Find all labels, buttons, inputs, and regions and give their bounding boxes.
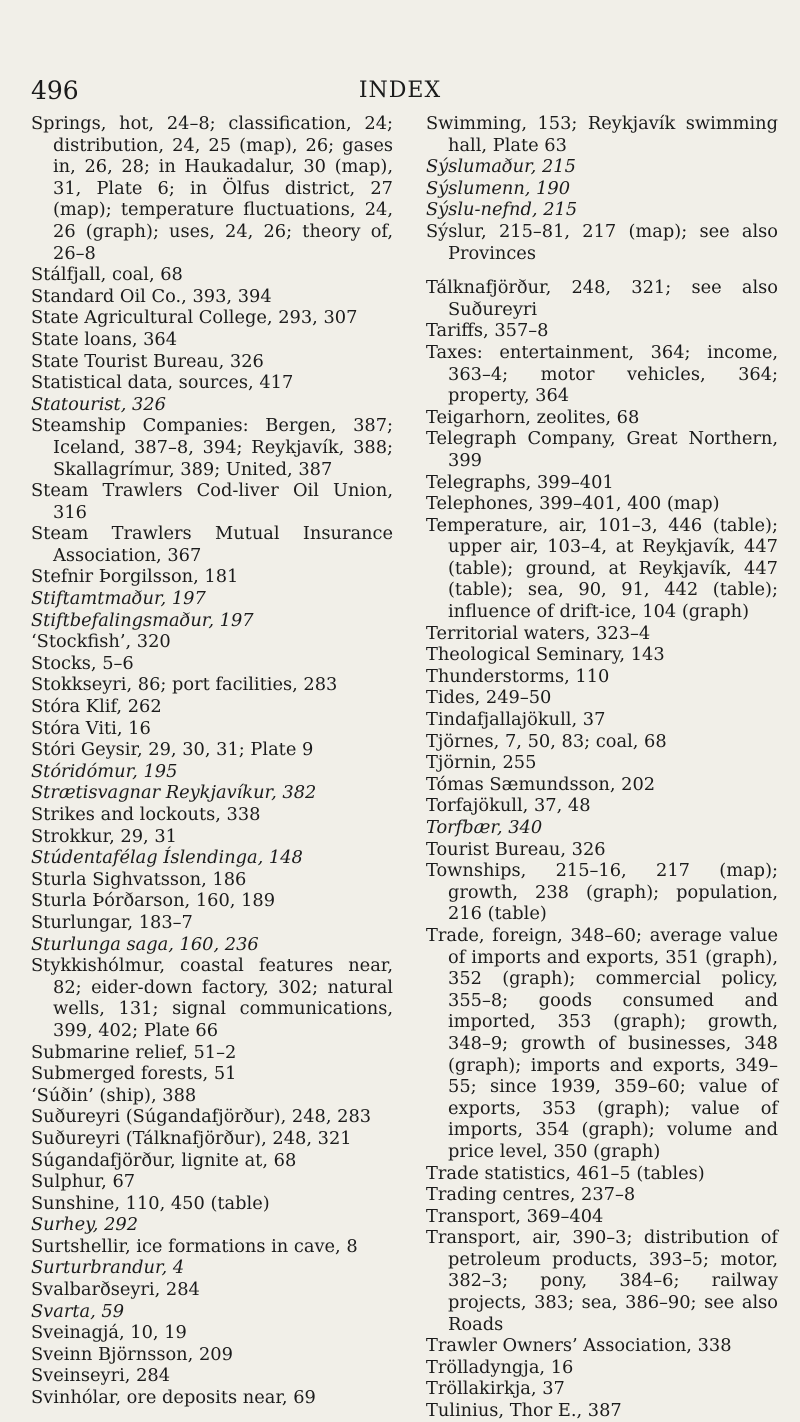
index-entry: Sturlungar, 183–7 [31, 911, 193, 933]
index-entry: Stóra Viti, 16 [31, 717, 151, 739]
index-entry: Territorial waters, 323–4 [426, 622, 651, 644]
index-entry: Stocks, 5–6 [31, 652, 134, 674]
index-entry: State Agricultural College, 293, 307 [31, 307, 358, 329]
index-entry: Sýslumaður, 215 [426, 156, 576, 178]
index-entry: ‘Súðin’ (ship), 388 [31, 1084, 197, 1106]
index-entry: Trading centres, 237–8 [426, 1184, 636, 1206]
index-entry: Strokkur, 29, 31 [31, 825, 177, 847]
index-entry: Sunshine, 110, 450 (table) [31, 1192, 270, 1214]
index-entry: Trawler Owners’ Association, 338 [426, 1335, 732, 1357]
index-entry: Surtshellir, ice formations in cave, 8 [31, 1235, 358, 1257]
index-entry: Stykkishólmur, coastal features near, 82; eider-down factory, 302; natural wells, 131; signal communications, 399, 402; Plate 66 [31, 955, 393, 1041]
index-entry: Tulinius, Thor E., 387 [426, 1400, 622, 1422]
index-entry: Sveinseyri, 284 [31, 1365, 171, 1387]
index-entry: Svalbarðseyri, 284 [31, 1279, 200, 1301]
index-entry: Springs, hot, 24–8; classification, 24; distribution, 24, 25 (map), 26; gases in, 26, 28; in Haukadalur, 30 (map), 31, Plate 6; in Ölfus district, 27 (map); temperature fluctuations, 24, 26 (graph); uses, 24, 26; theory of, 26–8 [31, 113, 393, 264]
index-entry: Sýslur, 215–81, 217 (map); see also Provinces [426, 220, 778, 264]
index-entry: Steam Trawlers Cod-liver Oil Union, 316 [31, 480, 393, 523]
index-column-left [31, 113, 393, 1409]
index-entry: Swimming, 153; Reykjavík swimming hall, Plate 63 [426, 113, 778, 156]
index-entry: Svinhólar, ore deposits near, 69 [31, 1387, 316, 1409]
index-entry: Taxes: entertainment, 364; income, 363–4; motor vehicles, 364; property, 364 [426, 341, 778, 407]
index-entry: Súgandafjörður, lignite at, 68 [31, 1149, 297, 1171]
index-entry: Tómas Sæmundsson, 202 [426, 773, 656, 795]
index-entry: Stiftamtmaður, 197 [31, 588, 206, 610]
index-entry: Townships, 215–16, 217 (map); growth, 238 (graph); population, 216 (table) [426, 860, 778, 925]
index-entry: Telegraph Company, Great Northern, 399 [426, 428, 778, 471]
index-entry: Suðureyri (Tálknafjörður), 248, 321 [31, 1127, 352, 1149]
index-entry: Stokkseyri, 86; port facilities, 283 [31, 674, 338, 696]
index-entry: Tröllakirkja, 37 [426, 1378, 565, 1400]
index-entry: Stefnir Þorgilsson, 181 [31, 566, 239, 588]
index-entry: Statourist, 326 [31, 393, 166, 415]
index-entry: Submarine relief, 51–2 [31, 1041, 237, 1063]
index-entry: Torfajökull, 37, 48 [426, 795, 591, 817]
index-entry: Telephones, 399–401, 400 (map) [426, 493, 720, 515]
index-entry: State Tourist Bureau, 326 [31, 350, 264, 372]
index-entry: Theological Seminary, 143 [426, 644, 665, 666]
index-entry: Stiftbefalingsmaður, 197 [31, 609, 254, 631]
index-entry: Tariffs, 357–8 [426, 320, 549, 342]
index-entry: Statistical data, sources, 417 [31, 372, 294, 394]
index-entry: Sturla Þórðarson, 160, 189 [31, 890, 276, 912]
index-column-right [426, 113, 778, 1422]
index-entry: Tindafjallajökull, 37 [426, 709, 606, 731]
section-gap [426, 264, 778, 277]
index-entry: Steamship Companies: Bergen, 387; Iceland, 387–8, 394; Reykjavík, 388; Skallagrímur, 389; United, 387 [31, 415, 393, 480]
index-entry: Sýslumenn, 190 [426, 177, 571, 199]
page-number: 496 [31, 76, 79, 105]
index-entry: Sveinn Björnsson, 209 [31, 1343, 233, 1365]
index-entry: Suðureyri (Súgandafjörður), 248, 283 [31, 1106, 372, 1128]
index-entry: Surhey, 292 [31, 1214, 139, 1236]
index-entry: Submerged forests, 51 [31, 1063, 237, 1085]
running-head: INDEX [358, 78, 442, 103]
index-entry: Sulphur, 67 [31, 1171, 136, 1193]
index-entry: Stóri Geysir, 29, 30, 31; Plate 9 [31, 739, 314, 761]
index-entry: Trade statistics, 461–5 (tables) [426, 1162, 705, 1184]
index-entry: Transport, 369–404 [426, 1205, 604, 1227]
index-entry: Stálfjall, coal, 68 [31, 264, 183, 286]
index-entry: Teigarhorn, zeolites, 68 [426, 406, 640, 428]
index-entry: Stúdentafélag Íslendinga, 148 [31, 847, 303, 869]
index-entry: Trade, foreign, 348–60; average value of imports and exports, 351 (graph), 352 (graph); commercial policy, 355–8; goods consumed and imported, 353 (graph); growth, 348–9; growth of businesses, 348 (graph); imports and exports, 349–55; since 1939, 359–60; value of exports, 353 (graph); value of imports, 354 (graph); volume and price level, 350 (graph) [426, 924, 778, 1162]
index-entry: Sýslu-nefnd, 215 [426, 199, 578, 221]
index-entry: Strætisvagnar Reykjavíkur, 382 [31, 782, 317, 804]
index-entry: Tides, 249–50 [426, 687, 552, 709]
index-entry: Trölladyngja, 16 [426, 1356, 574, 1378]
index-entry: Tálknafjörður, 248, 321; see also Suðureyri [426, 277, 778, 320]
index-entry: Svarta, 59 [31, 1300, 125, 1322]
index-entry: Strikes and lockouts, 338 [31, 804, 261, 825]
index-entry: Thunderstorms, 110 [426, 665, 610, 687]
index-entry: Surturbrandur, 4 [31, 1257, 185, 1279]
index-entry: Standard Oil Co., 393, 394 [31, 285, 272, 307]
index-entry: Telegraphs, 399–401 [426, 471, 614, 493]
index-entry: Transport, air, 390–3; distribution of petroleum products, 393–5; motor, 382–3; pony, 384–6; railway projects, 383; sea, 386–90; see also Roads [426, 1227, 778, 1335]
index-entry: Stóridómur, 195 [31, 760, 178, 782]
index-entry: Torfbær, 340 [426, 817, 543, 838]
index-entry: Stóra Klif, 262 [31, 696, 162, 718]
index-entry: Steam Trawlers Mutual Insurance Association, 367 [31, 523, 393, 566]
index-entry: Tourist Bureau, 326 [426, 838, 606, 860]
index-entry: Sturla Sighvatsson, 186 [31, 868, 247, 890]
index-entry: Sveinagjá, 10, 19 [31, 1322, 187, 1344]
index-entry: Tjörnes, 7, 50, 83; coal, 68 [426, 730, 667, 752]
page-header [0, 76, 800, 106]
index-entry: Temperature, air, 101–3, 446 (table); upper air, 103–4, at Reykjavík, 447 (table); ground, at Reykjavík, 447 (table); sea, 90, 91, 442 (table); influence of drift-ice, 104 (graph) [426, 514, 778, 623]
index-entry: State loans, 364 [31, 328, 178, 350]
index-entry: ‘Stockfish’, 320 [31, 631, 171, 653]
index-entry: Tjörnin, 255 [426, 752, 537, 774]
index-entry: Sturlunga saga, 160, 236 [31, 933, 259, 955]
